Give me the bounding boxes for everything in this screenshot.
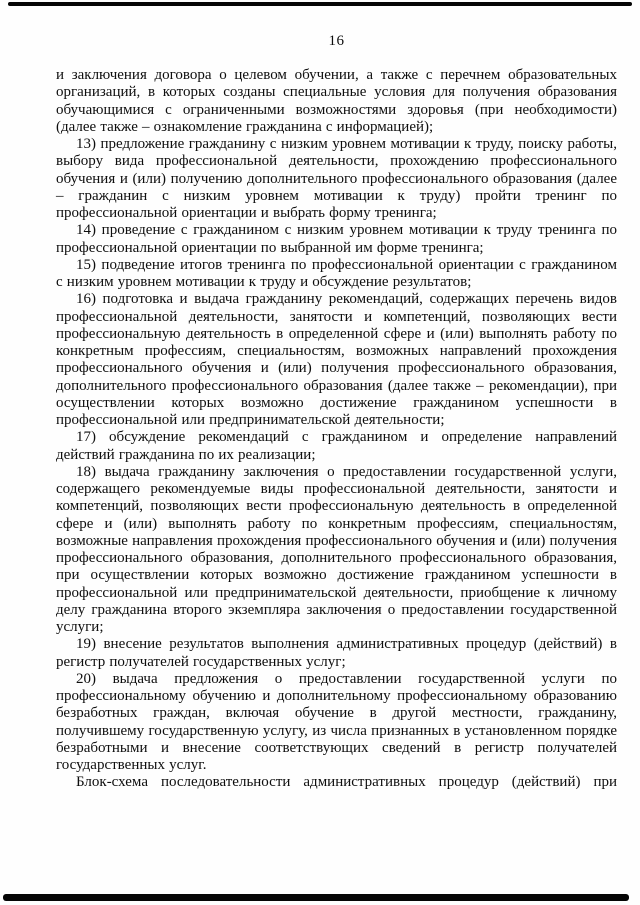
- list-item-18: 18) выдача гражданину заключения о предоставлении государственной услуги, содержащего рекомендуемые виды профессиональной деятельности, занятости и компетенций, позволяющих вести профессиональную деятельность в определенной сфере и (или) выполнять работу по конкретным профессиям, специальностям, возможные направления прохождения профессионального обучения и (или) получения профессионального образования, дополнительного профессионального образования, при осуществлении которых возможно достижение гражданином успешности в профессиональной или предпринимательской деятельности, приобщение к личному делу гражданина второго экземпляра заключения о предоставлении государственной услуги;: [56, 463, 617, 635]
- list-item-15: 15) подведение итогов тренинга по профессиональной ориентации с гражданином с низким уровнем мотивации к труду и обсуждение результатов;: [56, 256, 617, 290]
- list-item-17: 17) обсуждение рекомендаций с гражданином и определение направлений действий гражданина по их реализации;: [56, 429, 617, 463]
- scan-artifact-top-bar: [8, 2, 632, 6]
- page-number: 16: [328, 33, 345, 49]
- list-item-14: 14) проведение с гражданином с низким уровнем мотивации к труду тренинга по профессиональной ориентации по выбранной им форме тренинга;: [56, 222, 617, 256]
- scan-artifact-bottom-bar: [3, 894, 629, 901]
- paragraph-closing-continued: Блок-схема последовательности административных процедур (действий) при: [76, 774, 617, 791]
- list-item-19: 19) внесение результатов выполнения административных процедур (действий) в регистр получателей государственных услуг;: [56, 636, 617, 670]
- list-item-20: 20) выдача предложения о предоставлении государственной услуги по профессиональному обучению и дополнительному профессиональному образованию безработных граждан, включая обучение в другой местности, гражданину, получившему государственную услугу, из числа признанных в установленном порядке безработными и внесение соответствующих сведений в регистр получателей государственных услуг.: [56, 670, 617, 773]
- paragraph-intro-continuation: и заключения договора о целевом обучении, а также с перечнем образовательных организаций, в которых созданы специальные условия для получения образования обучающимися с ограниченными возможностями здоровья (при необходимости) (далее также – ознакомление гражданина с информацией);: [56, 67, 617, 135]
- page-content: [56, 33, 617, 792]
- list-item-16: 16) подготовка и выдача гражданину рекомендаций, содержащих перечень видов профессиональной деятельности, занятости и компетенций, позволяющих вести профессиональную деятельность в определенной сфере и (или) выполнять работу по конкретным профессиям, специальностям, возможных направлений прохождения профессионального обучения и (или) получения профессионального образования, дополнительного профессионального образования (далее также – рекомендации), при осуществлении которых возможно достижение гражданином успешности в профессиональной или предпринимательской деятельности;: [56, 291, 617, 428]
- list-item-13: 13) предложение гражданину с низким уровнем мотивации к труду, поиску работы, выбору вида профессиональной деятельности, прохождению профессионального обучения и (или) получению дополнительного профессионального образования (далее – гражданин с низким уровнем мотивации к труду) пройти тренинг по профессиональной ориентации и выбрать форму тренинга;: [56, 136, 617, 221]
